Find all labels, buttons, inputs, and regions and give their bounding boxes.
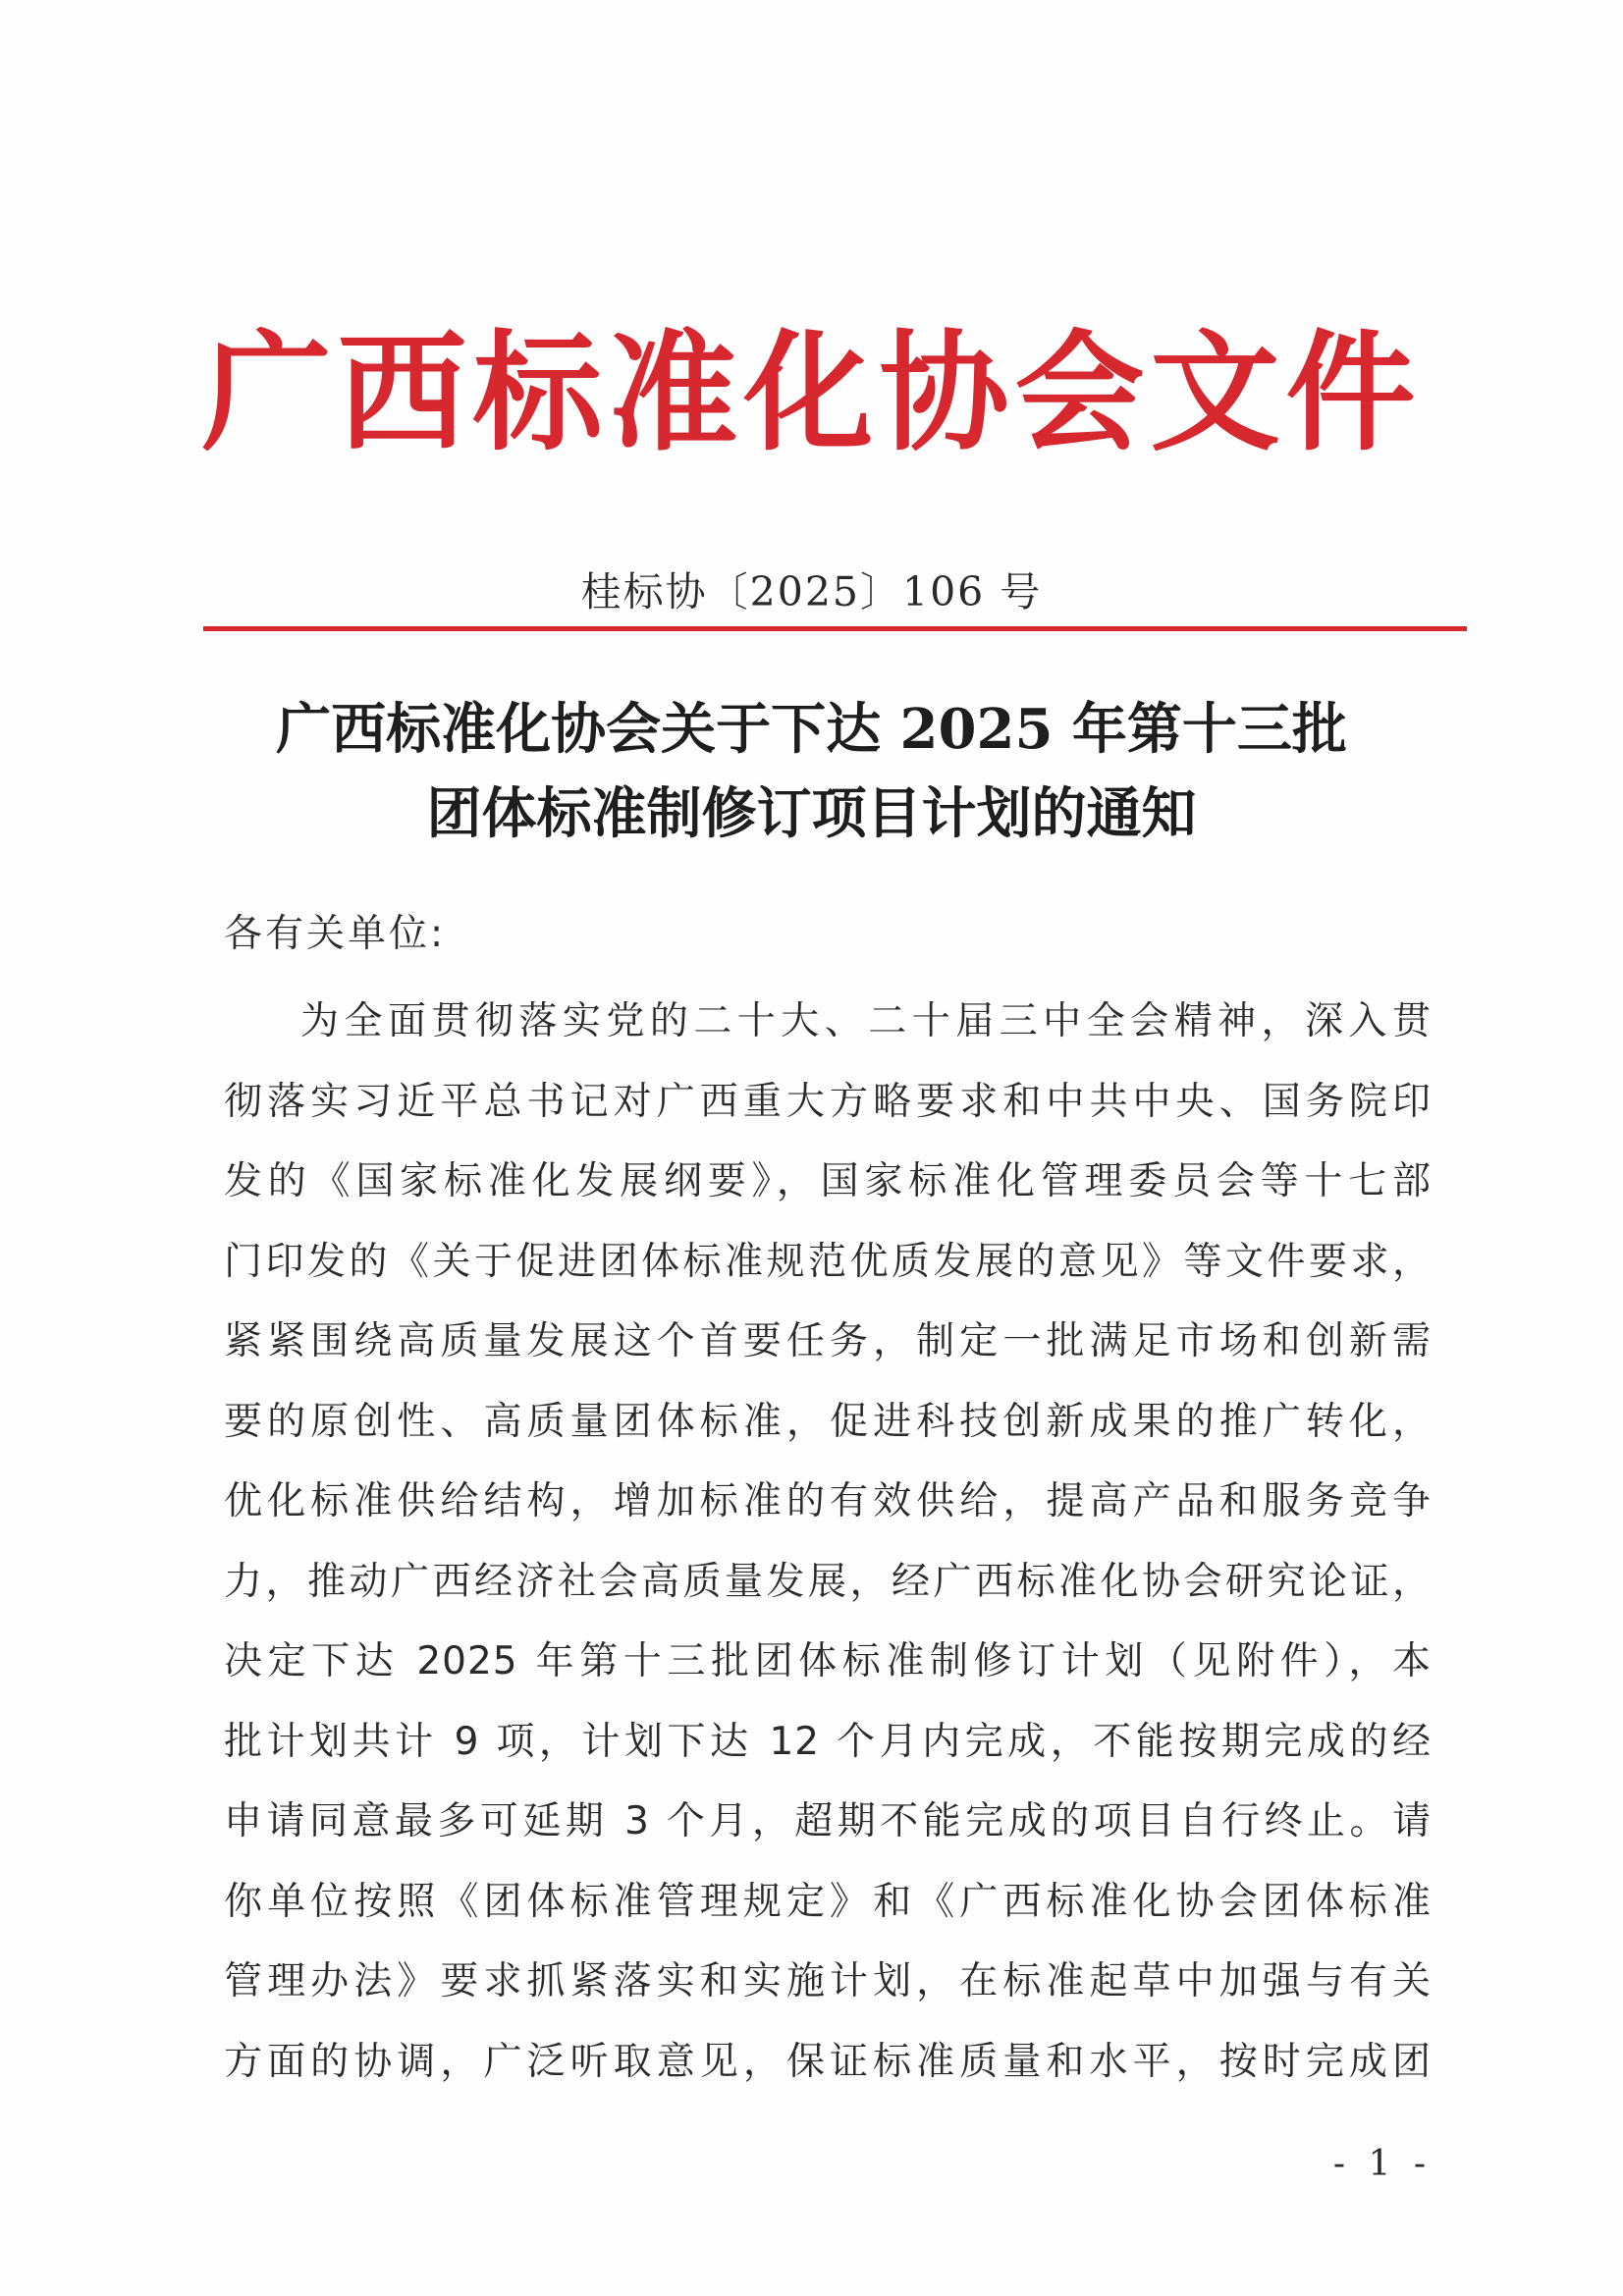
body-line: 紧紧围绕高质量发展这个首要任务，制定一批满足市场和创新需 [224,1319,1432,1363]
page-number: - 1 - [1332,2144,1432,2184]
body-line: 决定下达 2025 年第十三批团体标准制修订计划（见附件），本 [224,1639,1432,1683]
body-paragraph [224,982,1432,2102]
notice-title-line-1: 广西标准化协会关于下达 2025 年第十三批 [276,697,1347,762]
body-line: 批计划共计 9 项，计划下达 12 个月内完成，不能按期完成的经 [224,1719,1432,1764]
body-line: 优化标准供给结构，增加标准的有效供给，提高产品和服务竞争 [224,1479,1432,1523]
document-number: 桂标协〔2025〕106 号 [580,568,1043,615]
body-line: 彻落实习近平总书记对广西重大方略要求和中共中央、国务院印 [224,1079,1432,1124]
notice-title [147,687,1476,856]
body-line: 门印发的《关于促进团体标准规范优质发展的意见》等文件要求， [224,1239,1432,1284]
masthead-title: 广西标准化协会文件 [201,317,1422,469]
body-line: 为全面贯彻落实党的二十大、二十届三中全会精神，深入贯 [300,999,1432,1043]
body-line: 力，推动广西经济社会高质量发展，经广西标准化协会研究论证， [224,1559,1432,1604]
body-line: 方面的协调，广泛听取意见，保证标准质量和水平，按时完成团 [224,2039,1432,2084]
notice-title-line-2: 团体标准制修订项目计划的通知 [426,781,1197,846]
body-line: 管理办法》要求抓紧落实和实施计划，在标准起草中加强与有关 [224,1959,1432,2003]
body-line: 申请同意最多可延期 3 个月，超期不能完成的项目自行终止。请 [224,1799,1432,1843]
body-line: 你单位按照《团体标准管理规定》和《广西标准化协会团体标准 [224,1879,1432,1924]
red-divider-line [203,626,1467,631]
body-line: 要的原创性、高质量团体标准，促进科技创新成果的推广转化， [224,1399,1432,1444]
body-line: 发的《国家标准化发展纲要》，国家标准化管理委员会等十七部 [224,1159,1432,1203]
salutation: 各有关单位: [224,912,447,956]
